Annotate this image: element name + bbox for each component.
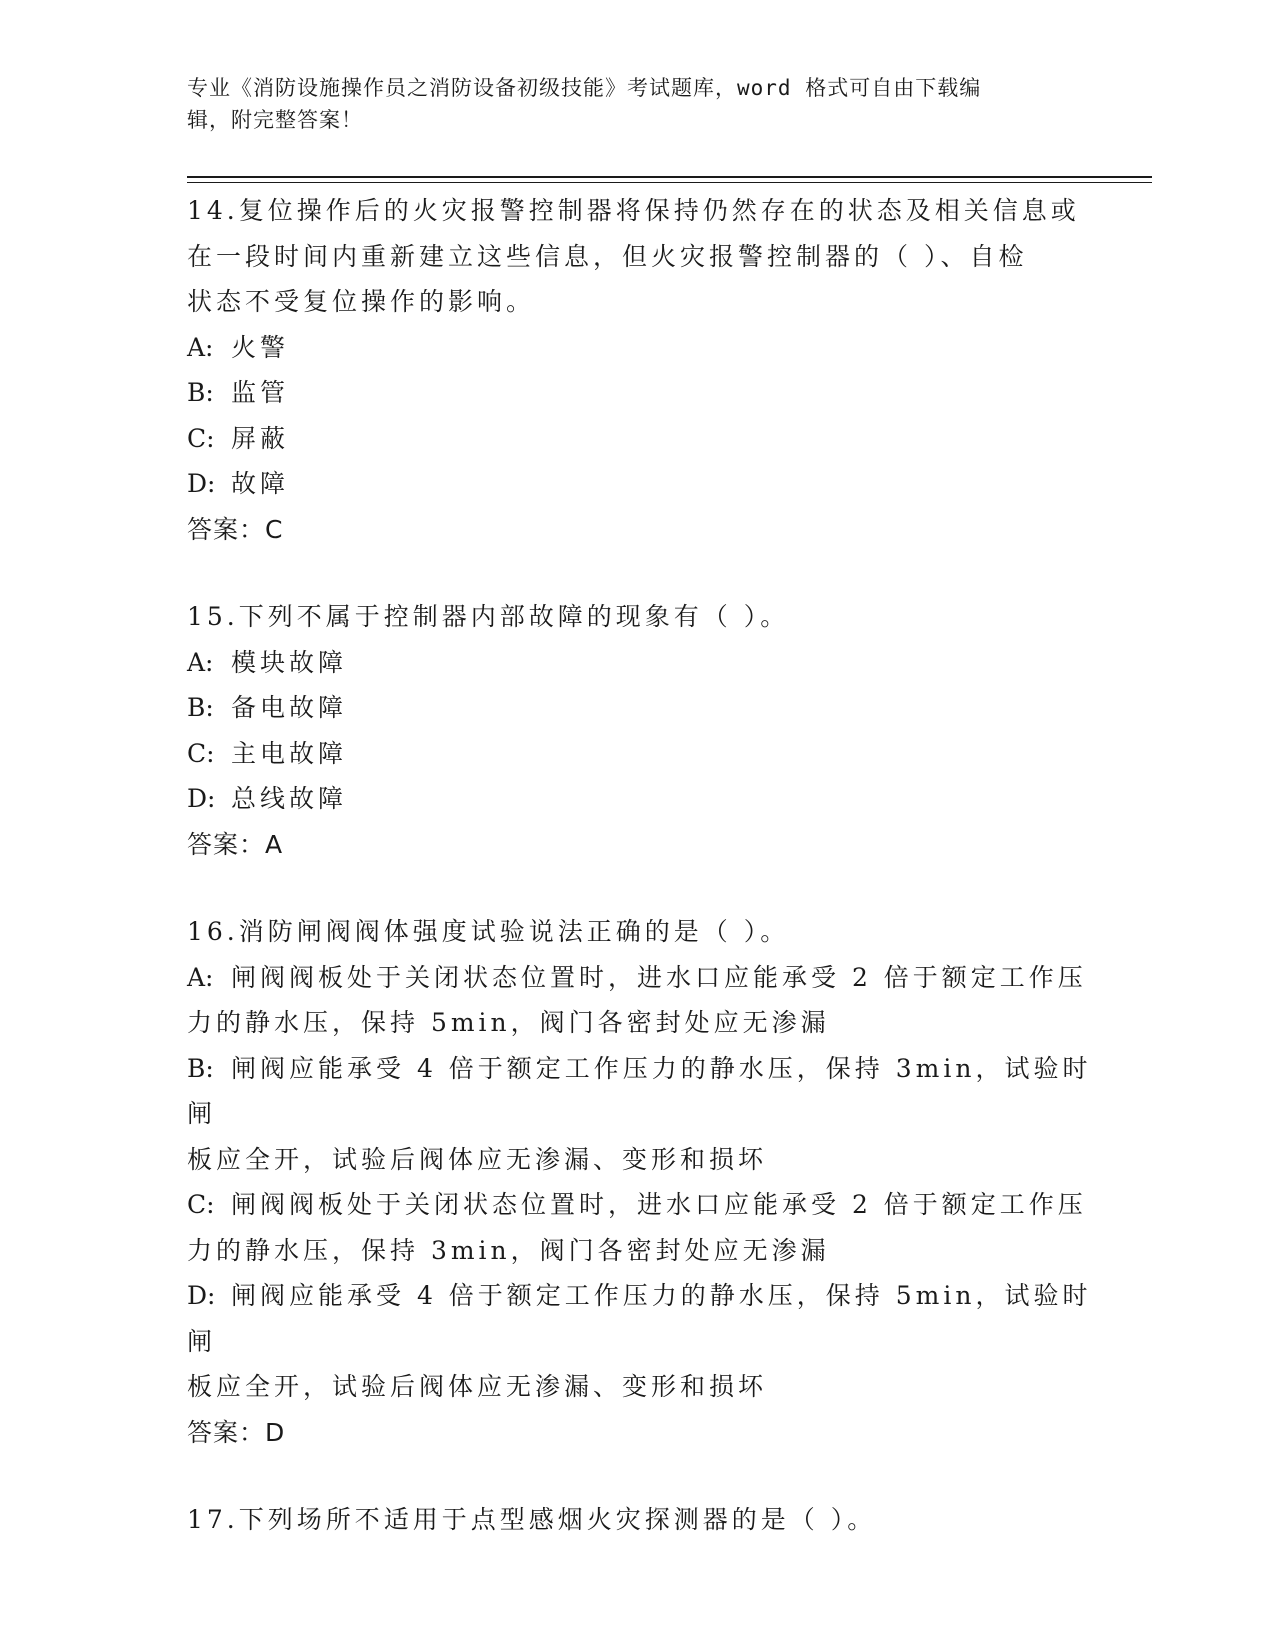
question-14 [187,188,1092,552]
option-letter: D: [187,784,216,813]
question-stem-line: 状态不受复位操作的影响。 [187,287,536,316]
option-text: 闸阀阀板处于关闭状态位置时，进水口应能承受 2 倍于额定工作压 [231,962,1087,992]
option-b-continued: 板应全开，试验后阀体应无渗漏、变形和损坏 [187,1144,768,1174]
option-letter: D: [187,469,216,498]
question-stem-line: 14.复位操作后的火灾报警控制器将保持仍然存在的状态及相关信息或 [187,196,1080,225]
option-d [187,1273,1092,1364]
option-text: 闸阀阀板处于关闭状态位置时，进水口应能承受 2 倍于额定工作压 [231,1190,1087,1219]
option-letter: C: [187,1190,215,1219]
option-a-continued: 力的静水压，保持 5min，阀门各密封处应无渗漏 [187,1008,830,1037]
option-b [187,1046,1092,1137]
option-text: 屏蔽 [231,423,290,453]
option-d [187,461,1092,507]
option-text: 故障 [231,469,290,498]
answer-label: 答案：D [187,1417,286,1447]
option-a [187,955,1092,1001]
document-intro [187,72,1067,136]
option-text: 备电故障 [231,693,348,722]
option-letter: B: [187,378,214,407]
option-letter: C: [187,423,215,453]
intro-line: 专业《消防设施操作员之消防设备初级技能》考试题库，word 格式可自由下载编 [187,76,982,100]
header-divider-thin [187,182,1152,183]
option-letter: A: [187,647,214,677]
option-d-continued: 板应全开，试验后阀体应无渗漏、变形和损坏 [187,1372,768,1401]
question-15 [187,594,1092,867]
question-stem-line: 17.下列场所不适用于点型感烟火灾探测器的是（ ）。 [187,1505,877,1534]
option-text: 总线故障 [231,784,348,813]
answer-label: 答案：C [187,514,284,544]
header-divider-thick [187,176,1152,178]
option-b [187,685,1092,731]
option-letter: A: [187,962,214,992]
option-letter: A: [187,332,214,362]
intro-line: 辑，附完整答案！ [187,108,363,132]
option-text: 闸阀应能承受 4 倍于额定工作压力的静水压，保持 3min，试验时闸 [187,1053,1092,1128]
option-a [187,325,1092,371]
option-d [187,776,1092,822]
question-stem-line: 在一段时间内重新建立这些信息，但火灾报警控制器的（ ）、自检 [187,241,1028,271]
option-c [187,416,1092,462]
option-text: 火警 [231,332,290,362]
option-a [187,640,1092,686]
option-c-continued: 力的静水压，保持 3min，阀门各密封处应无渗漏 [187,1235,830,1265]
option-letter: B: [187,1053,214,1083]
option-letter: C: [187,738,215,768]
option-text: 模块故障 [231,647,348,677]
option-c [187,1182,1092,1228]
option-b [187,370,1092,416]
option-letter: D: [187,1281,216,1310]
option-text: 监管 [231,378,290,407]
answer-label: 答案：A [187,829,284,859]
question-stem-line: 16.消防闸阀阀体强度试验说法正确的是（ ）。 [187,917,790,946]
question-list [187,188,1092,1585]
question-stem-line: 15.下列不属于控制器内部故障的现象有（ ）。 [187,602,790,631]
option-text: 闸阀应能承受 4 倍于额定工作压力的静水压，保持 5min，试验时闸 [187,1281,1092,1356]
option-text: 主电故障 [231,738,348,768]
question-17 [187,1497,1092,1543]
option-c [187,731,1092,777]
question-16 [187,909,1092,1455]
option-letter: B: [187,693,214,722]
